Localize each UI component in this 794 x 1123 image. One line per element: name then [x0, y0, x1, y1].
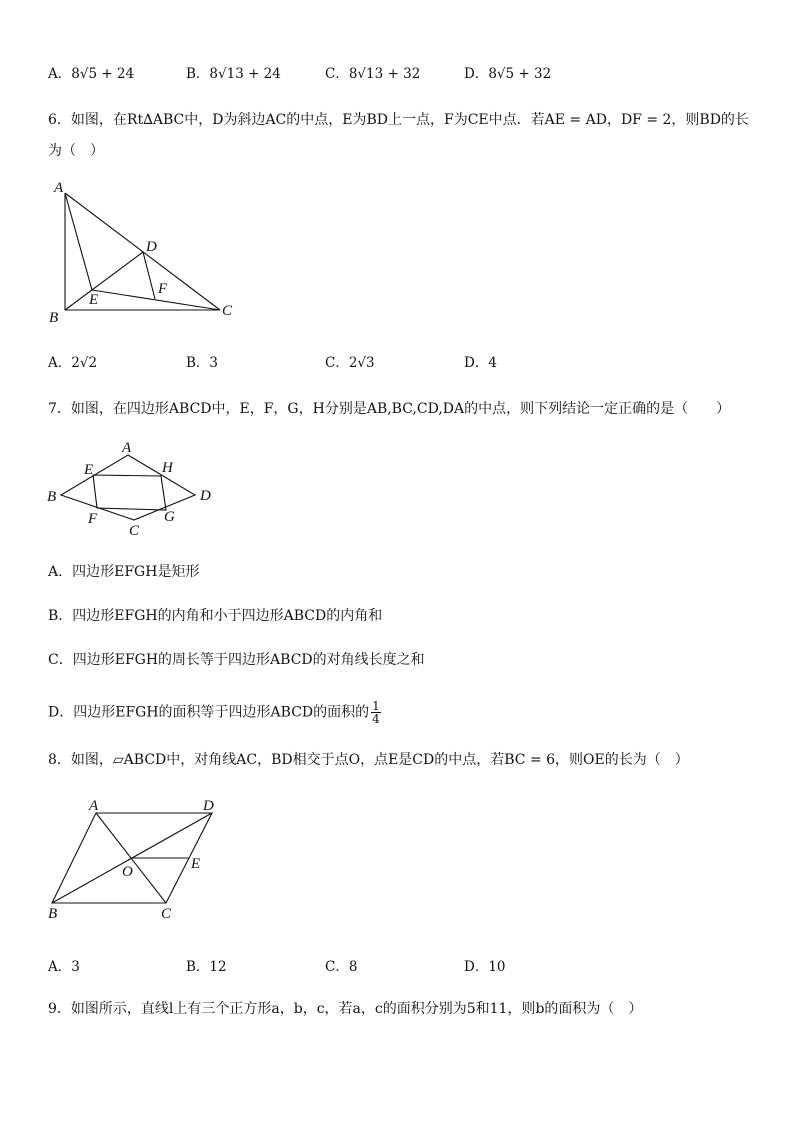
- q8-option-d: D．10: [464, 959, 506, 975]
- q8-option-a: A．3: [48, 959, 80, 975]
- q6-option-d: D．4: [464, 355, 497, 371]
- q8-stem: 8．如图，▱ABCD中，对角线AC，BD相交于点O，点E是CD的中点，若BC = 6，则OE的长为（ ）: [48, 752, 689, 768]
- q6-label-b: B: [49, 310, 59, 326]
- q7-label-g: G: [164, 509, 175, 525]
- q8-option-c: C．8: [325, 959, 358, 975]
- q7-label-e: E: [84, 462, 94, 478]
- q8-label-a: A: [89, 798, 99, 814]
- q6-label-a: A: [54, 180, 64, 196]
- q8-label-c: C: [161, 906, 172, 922]
- q7-label-f: F: [88, 511, 98, 527]
- q7-label-c: C: [129, 523, 140, 539]
- q8-option-b: B．12: [186, 959, 227, 975]
- q7-stem: 7．如图，在四边形ABCD中，E，F，G，H分别是AB,BC,CD,DA的中点，则下列结论一定正确的是（ ）: [48, 401, 731, 417]
- q6-stem-line2: 为（ ）: [48, 143, 104, 159]
- q6-option-c: C．2√3: [325, 355, 375, 371]
- q6-label-e: E: [89, 292, 99, 308]
- q5-option-c: C．8√13 + 32: [325, 66, 421, 82]
- q7-fraction: $\frac{1}{4}$: [372, 699, 380, 726]
- q7-label-b: B: [47, 489, 57, 505]
- q6-label-f: F: [158, 281, 168, 297]
- q5-option-b: B．8√13 + 24: [186, 66, 281, 82]
- q7-option-d: D．四边形EFGH的面积等于四边形ABCD的面积的 $\frac{1}{4}$: [48, 699, 380, 726]
- q8-label-o: O: [122, 864, 133, 880]
- q7-option-c: C．四边形EFGH的周长等于四边形ABCD的对角线长度之和: [48, 652, 425, 668]
- q7-label-h: H: [162, 460, 173, 476]
- q5-option-d: D．8√5 + 32: [464, 66, 552, 82]
- q6-option-a: A．2√2: [48, 355, 98, 371]
- q7-label-d: D: [200, 488, 211, 504]
- q7-label-a: A: [122, 440, 132, 456]
- q9-stem: 9．如图所示，直线l上有三个正方形a，b，c，若a，c的面积分别为5和11，则b的面积为（ ）: [48, 1001, 643, 1017]
- q8-label-e: E: [191, 856, 201, 872]
- q6-label-c: C: [222, 303, 233, 319]
- q6-label-d: D: [146, 239, 157, 255]
- q8-options: [48, 955, 748, 973]
- q7-option-a: A．四边形EFGH是矩形: [48, 564, 200, 580]
- q8-label-d: D: [203, 798, 214, 814]
- q6-option-b: B．3: [186, 355, 219, 371]
- q7-option-b: B．四边形EFGH的内角和小于四边形ABCD的内角和: [48, 608, 383, 624]
- q6-stem-line1: 6．如图，在Rt∆ABC中，D为斜边AC的中点，E为BD上一点，F为CE中点．若AE = AD，DF = 2，则BD的长: [48, 112, 749, 128]
- q5-option-a: A．8√5 + 24: [48, 66, 135, 82]
- q8-label-b: B: [48, 906, 58, 922]
